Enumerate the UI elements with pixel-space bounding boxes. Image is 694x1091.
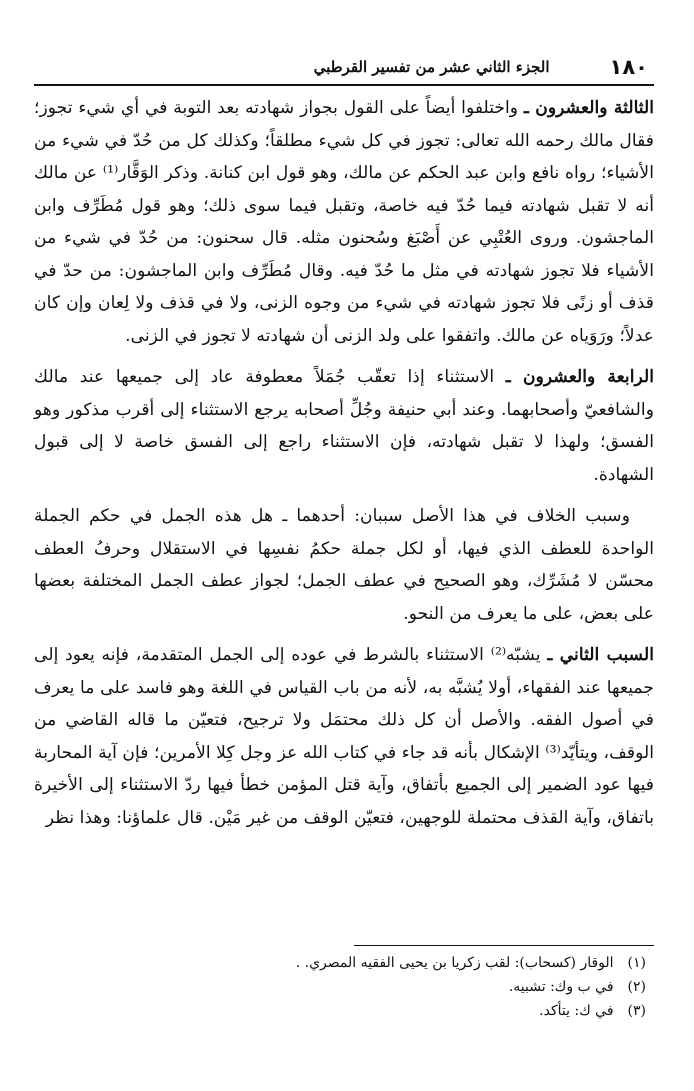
paragraph-heading: الرابعة والعشرون ـ [505, 367, 654, 387]
footnote-text: الوقار (كسحاب): لقب زكريا بن يحيى الفقيه المصري. . [295, 955, 614, 971]
paragraph-heading: السبب الثاني ـ [547, 645, 654, 665]
footnote-number: (٢) [627, 979, 646, 995]
footnotes [34, 951, 646, 1023]
footnote-text: في ب وك: تشبيه. [508, 979, 614, 995]
footnote-number: (١) [627, 955, 646, 971]
page-header [34, 50, 654, 86]
paragraph-text: يشبّه⁽²⁾ الاستثناء بالشرط في عوده إلى الجمل المتقدمة، فإنه يعود إلى جميعها عند الفقهاء، أولا يُشبَّه به، لأنه من باب القياس في اللغة وهو فاسد على ما يعرف في أصول الفقه. والأصل أن كل ذلك محتمَل ولا ترجيح، فتعيّن ما قاله القاضي من الوقف، ويتأيّد⁽³⁾ الإشكال بأنه قد جاء في كتاب الله عز وجل كِلا الأمرين؛ فإن آية المحاربة فيها عود الضمير إلى الجميع بأتفاق، وآية قتل المؤمن خطأ فيها ردّ الاستثناء إلى الأخيرة باتفاق، وآية القذف محتملة للوجهين، فتعيّن الوقف من غير مَيْن. قال علماؤنا: وهذا نظر [34, 645, 654, 828]
paragraph-reason [34, 500, 654, 630]
paragraph-second-reason [34, 639, 654, 834]
paragraph-23 [34, 92, 654, 352]
paragraph-text: وسبب الخلاف في هذا الأصل سببان: أحدهما ـ هل هذه الجمل في حكم الجملة الواحدة للعطف الذي فيها، أو لكل جملة حكمُ نفسِها في الاستقلال وحرفُ العطف محسّن لا مُشَرِّك، وهو الصحيح في عطف الجمل؛ لجواز عطف الجمل المختلفة بعضها على بعض، على ما يعرف من النحو. [34, 506, 654, 624]
paragraph-text: الاستثناء إذا تعقّب جُمَلاً معطوفة عاد إلى جميعها عند مالك والشافعيّ وأصحابهما. وعند أبي حنيفة وجُلِّ أصحابه يرجع الاستثناء إلى أقرب مذكور وهو الفسق؛ ولهذا لا تقبل شهادته، فإن الاستثناء راجع إلى الفسق خاصة لا إلى قبول الشهادة. [34, 367, 654, 485]
footnote-item [34, 975, 646, 999]
running-title: الجزء الثاني عشر من تفسير القرطبي [313, 58, 550, 76]
paragraph-24 [34, 361, 654, 491]
paragraph-text: واختلفوا أيضاً على القول بجواز شهادته بعد التوبة في أي شيء تجوز؛ فقال مالك رحمه الله تعالى: تجوز في كل شيء مطلقاً؛ وكذلك كل من حُدّ في شيء من الأشياء؛ رواه نافع وابن عبد الحكم عن مالك، وهو قول ابن كنانة. وذكر الوَقَّار⁽¹⁾ عن مالك أنه لا تقبل شهادته فيما حُدّ فيه خاصة، وتقبل فيما سوى ذلك؛ وهو قول مُطَرِّف وابن الماجشون. وروى العُتْبِي عن أَصْبَغ وسُحنون مثله. قال سحنون: من حُدّ في شيء من الأشياء فلا تجوز شهادته في مثل ما حُدّ فيه. وقال مُطَرِّف وابن الماجشون: من حدّ في قذف أو زنًى فلا تجوز شهادته في شيء من وجوه الزنى، ولا في قذف ولا لِعان وإن كان عدلاً؛ ورَوَياه عن مالك. واتفقوا على ولد الزنى أن شهادته لا تجوز في الزنى. [34, 98, 654, 346]
footnote-item [34, 999, 646, 1023]
footnote-number: (٣) [627, 1003, 646, 1019]
paragraph-heading: الثالثة والعشرون ـ [523, 98, 654, 118]
page-number: ١٨٠ [609, 55, 648, 79]
footnote-item [34, 951, 646, 975]
footnote-divider [354, 945, 654, 946]
main-text [34, 92, 654, 843]
footnote-text: في ك: يتأكد. [539, 1003, 614, 1019]
